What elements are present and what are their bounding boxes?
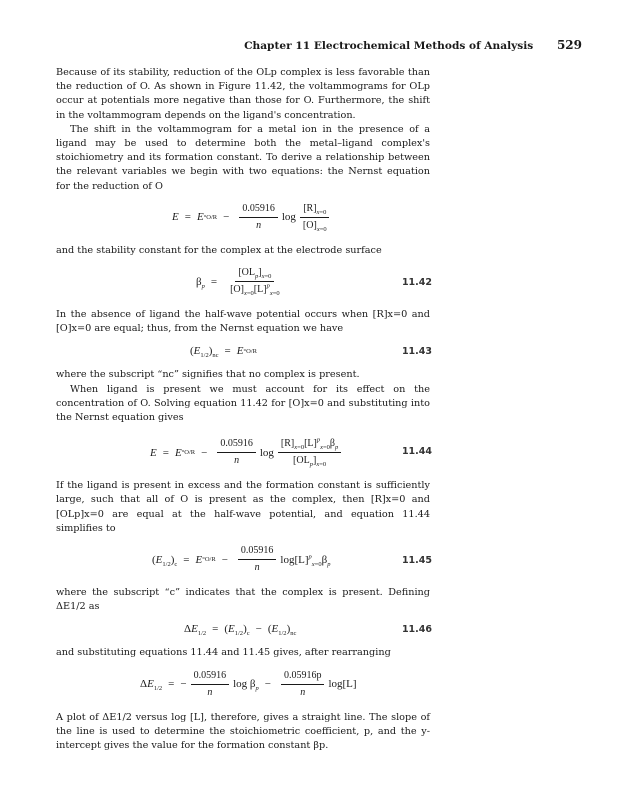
equation-11-42: $\beta_p$ = $\frac{[OL_p]_{x=0}}{[O]_{x=0}[L]^p_{x=0}}$ — [196, 267, 280, 298]
equation-11-46-row — [56, 620, 430, 640]
chapter-label: Chapter 11 — [244, 40, 311, 52]
n-final-2: n — [300, 686, 306, 698]
paragraph-8: where the subscript “c” indicates that the complex is present. Defining ΔE1/2 as — [56, 587, 430, 613]
n-final-1: n — [207, 686, 213, 698]
paragraph-7: If the ligand is present in excess and the formation constant is sufficiently large, such that all of O is present as the complex, then [R]x=0 and [OLp]x=0 are equal at the half-wave potential, and equation 11.44 simplifies to — [56, 480, 430, 534]
equation-11-44-row — [56, 433, 430, 471]
coefficient-final-2: 0.05916p — [281, 669, 325, 685]
paragraph-3: and the stability constant for the complex at the electrode surface — [56, 244, 382, 256]
paragraph-4: In the absence of ligand the half-wave potential occurs when [R]x=0 and [O]x=0 are equal; thus, from the Nernst equation we have — [56, 309, 430, 335]
paragraph-2: The shift in the voltammogram for a metal ion in the presence of a ligand may be used to determine both the metal–ligand complex's stoichiometry and its formation constant. To derive a relationship between the relevant variables we begin with two equations: the Nernst equation for the reduction of O — [56, 123, 430, 192]
equation-nernst-row — [56, 202, 430, 236]
equation-number-11-44: 11.44 — [401, 446, 432, 458]
paragraph-1: Because of its stability, reduction of the OLp complex is less favorable than the reduction of O. As shown in Figure 11.42, the voltammograms for OLp occur at potentials more negative than those for O. Furthermore, the shift in the voltammogram depends on the ligand's concentration. — [56, 67, 430, 121]
paragraph-6: When ligand is present we must account for its effect on the concentration of O. Solving equation 11.42 for [O]x=0 and substituting into the Nernst equation gives — [56, 383, 430, 424]
equation-11-46: $\Delta E_{1/2}$ = $(E_{1/2})_c$ − $(E_{1/2})_{nc}$ — [184, 623, 297, 638]
equation-number-11-46: 11.46 — [401, 624, 432, 636]
paragraph-10: A plot of ΔE1/2 versus log [L], therefore, gives a straight line. The slope of the line is used to determine the stoichiometric coefficient, p, and the y-intercept gives the value for the formation constant βp. — [56, 711, 430, 752]
equation-11-43-row — [56, 342, 430, 362]
n-11-45: n — [254, 562, 260, 574]
coefficient-11-44: 0.05916 — [217, 437, 256, 453]
equation-number-11-45: 11.45 — [401, 554, 432, 566]
equation-number-11-43: 11.43 — [401, 346, 432, 358]
equation-nernst: E = E ° O/R − $\frac{0.05916}{n}$ log $\frac{[R]_{x=0}}{[O]_{x=0}}$ — [172, 202, 334, 233]
nernst-coefficient: 0.05916 — [239, 202, 278, 218]
equation-number-11-42: 11.42 — [401, 276, 432, 288]
coefficient-11-45: 0.05916 — [238, 544, 277, 560]
equation-11-43: $(E_{1/2})_{nc}$ = E ° O/R — [190, 345, 257, 360]
page-body — [56, 66, 430, 753]
equation-final: $\Delta E_{1/2}$ = − $\frac{0.05916}{n}$ $\log \beta_p$ − $\frac{0.05916p}{n}$ log[L] — [140, 669, 357, 700]
equation-11-44: E = E ° O/R − $\frac{0.05916}{n}$ log $\frac{[R]_{x=0}[L]^p_{x=0}\beta_p}{[OL_p]_{x=0}}$ — [150, 437, 345, 468]
equation-11-45-row — [56, 544, 430, 578]
coefficient-final-1: 0.05916 — [191, 669, 230, 685]
paragraph-9: and substituting equations 11.44 and 11.45 gives, after rearranging — [56, 647, 391, 659]
nernst-n: n — [256, 220, 262, 232]
page-number: 529 — [556, 38, 582, 52]
equation-11-42-row — [56, 266, 430, 300]
chapter-title: Electrochemical Methods of Analysis — [313, 40, 534, 52]
n-11-44: n — [234, 455, 240, 467]
running-header — [56, 38, 582, 52]
equation-11-45: $(E_{1/2})_c$ = E ° O/R − $\frac{0.05916}{n}$ $\log[L]^p_{x=0}\beta_p$ — [152, 544, 330, 575]
paragraph-5: where the subscript “nc” signifies that no complex is present. — [56, 369, 360, 381]
equation-final-row — [56, 669, 430, 703]
